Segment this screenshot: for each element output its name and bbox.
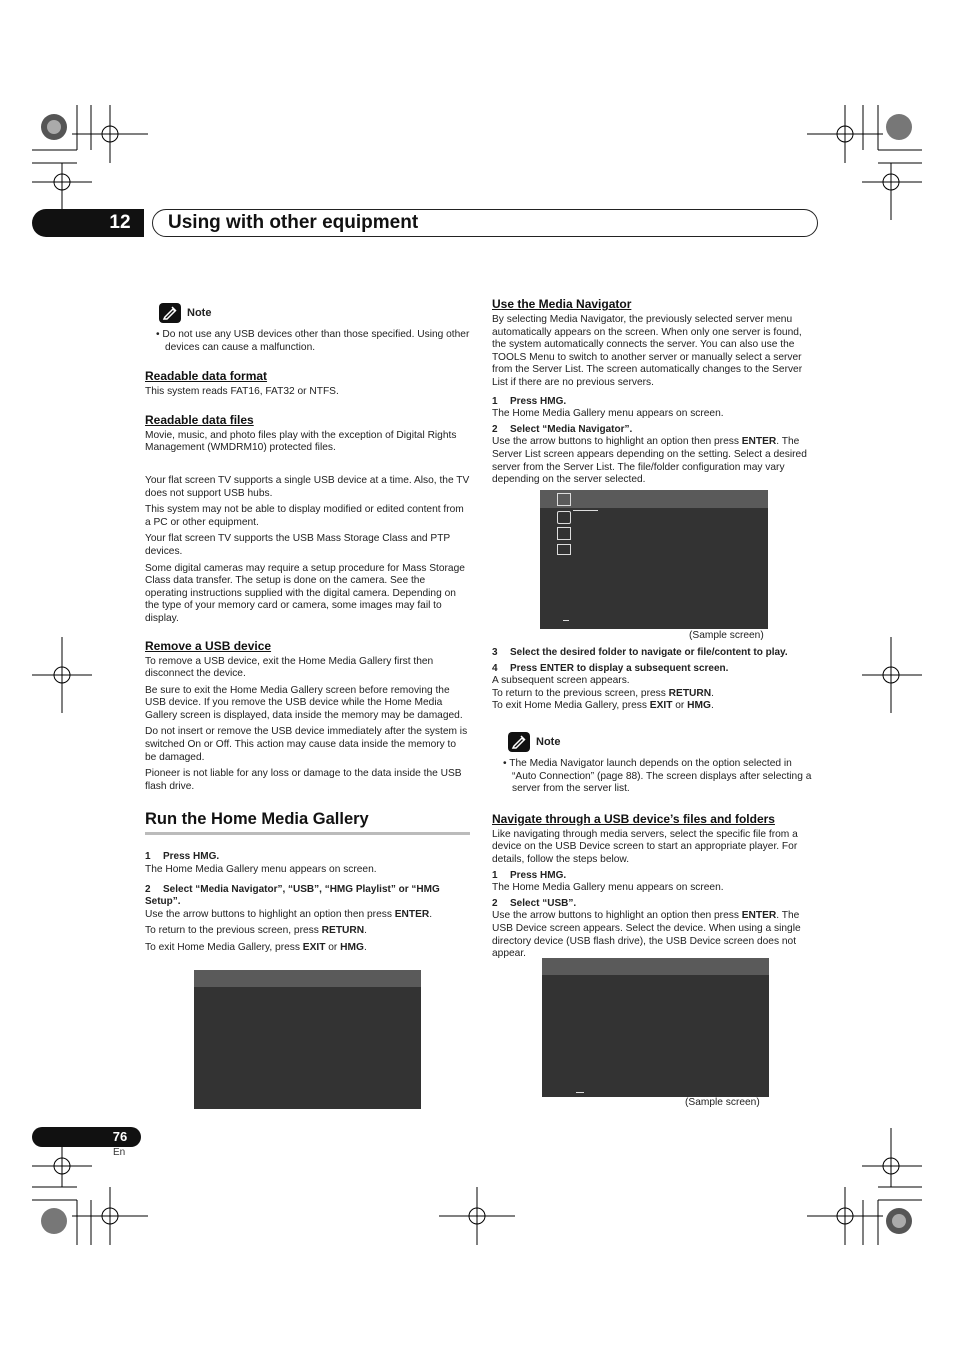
- nav-return-text: To return to the previous screen, press RETURN.: [492, 687, 714, 699]
- server-list-screen: [540, 490, 768, 629]
- nav-step-4: 4 Press ENTER to display a subsequent screen.: [492, 662, 729, 674]
- run-step-2: 2 Select “Media Navigator”, “USB”, “HMG Playlist” or “HMG Setup”.: [145, 883, 440, 908]
- usb-para-2: This system may not be able to display modified or edited content from a PC or other equipment.: [145, 504, 464, 528]
- readable-format-text: This system reads FAT16, FAT32 or NTFS.: [145, 386, 339, 398]
- folder-icon: [557, 544, 571, 555]
- nav-step-1: 1 Press HMG.: [492, 395, 567, 407]
- note-bullet-2: • The Media Navigator launch depends on the option selected in “Auto Connection” (page 88). The screen displays after selecting a server from the server list.: [503, 757, 812, 795]
- nav-step-4-text: A subsequent screen appears.: [492, 675, 630, 687]
- run-exit-text: To exit Home Media Gallery, press EXIT or HMG.: [145, 942, 367, 953]
- photo-icon: [557, 527, 571, 540]
- note-bullet: • Do not use any USB devices other than those specified. Using other devices can cause a malfunction.: [156, 329, 470, 353]
- nav-step-1-text: The Home Media Gallery menu appears on screen.: [492, 408, 724, 420]
- language-code: En: [113, 1147, 126, 1158]
- music-icon: [557, 511, 571, 524]
- note-pencil-icon: [159, 303, 181, 323]
- chapter-title: Using with other equipment: [168, 212, 419, 233]
- screen-title-bar: [540, 490, 768, 508]
- usb-para-1: Your flat screen TV supports a single USB device at a time. Also, the TV does not support USB hubs.: [145, 474, 470, 499]
- note-header: [159, 303, 470, 323]
- cursor-mark: [563, 620, 569, 621]
- nav-step-2-text: Use the arrow buttons to highlight an option then press ENTER. The Server List screen appears depending on the setting. Select a desired server from the Server List. The file/folder configuration may vary depending on the server selected.: [492, 436, 807, 486]
- usb-step-1-text: The Home Media Gallery menu appears on screen.: [492, 882, 724, 894]
- nav-step-2: 2 Select “Media Navigator”.: [492, 423, 633, 435]
- highlight-underline: [573, 510, 598, 511]
- usb-para-3: Your flat screen TV supports the USB Mass Storage Class and PTP devices.: [145, 533, 451, 557]
- usb-navigate-text: Like navigating through media servers, select the specific file from a device on the USB Device screen to start an appropriate player. For details, follow the steps below.: [492, 828, 798, 865]
- remove-para-4: Pioneer is not liable for any loss or damage to the data inside the USB flash drive.: [145, 768, 462, 792]
- usb-device-screen: [542, 958, 769, 1097]
- cursor-mark: [576, 1092, 584, 1093]
- media-navigator-text: By selecting Media Navigator, the previously selected server menu automatically appears on the screen. When only one server is found, the system automatically connects the server. You can also use the TOOLS Menu to switch to another server or manually select a server from the Server List. The screen automatically changes to the Server List if there are no previous servers.: [492, 314, 803, 388]
- right-column: [492, 297, 817, 487]
- note-label: Note: [187, 307, 212, 319]
- remove-para-2: Be sure to exit the Home Media Gallery screen before removing the USB device. If you remove the USB device while the Home Media Gallery screen is displayed, data inside the memory may be damaged.: [145, 684, 463, 721]
- run-hmg-title: Run the Home Media Gallery: [145, 810, 369, 829]
- note-label-2: Note: [536, 735, 561, 748]
- media-navigator-title: Use the Media Navigator: [492, 297, 632, 311]
- remove-para-3: Do not insert or remove the USB device immediately after the system is switched On or Off. This action may cause data inside the memory to be damaged.: [145, 726, 468, 763]
- usb-step-2-text: Use the arrow buttons to highlight an option then press ENTER. The USB Device screen appears. Select the device. When using a single directory device (USB flash drive), the USB Device screen does not appear.: [492, 910, 801, 960]
- usb-para-4: Some digital cameras may require a setup procedure for Mass Storage Class data transfer. The setup is done on the camera. See the operating instructions supplied with the digital camera. Depending on the type of your memory card or camera, some images may fail to display.: [145, 562, 465, 624]
- server-icon: [557, 493, 571, 506]
- hmg-menu-screen: [194, 970, 421, 1109]
- run-hmg-rule: [145, 832, 470, 835]
- usb-step-2: 2 Select “USB”.: [492, 897, 577, 909]
- remove-usb-title: Remove a USB device: [145, 638, 272, 653]
- screen-title-bar: [194, 970, 421, 987]
- run-return-text: To return to the previous screen, press RETURN.: [145, 925, 367, 937]
- readable-files-title: Readable data files: [145, 412, 254, 427]
- sample-screen-caption-2: (Sample screen): [685, 1097, 760, 1108]
- remove-para-1: To remove a USB device, exit the Home Media Gallery first then disconnect the device.: [145, 655, 434, 680]
- note-pencil-icon: [508, 732, 530, 752]
- nav-exit-text: To exit Home Media Gallery, press EXIT or HMG.: [492, 700, 714, 712]
- right-column-lower: [492, 647, 817, 961]
- run-step-1: 1 Press HMG.: [145, 851, 220, 863]
- nav-step-3: 3 Select the desired folder to navigate or file/content to play.: [492, 647, 788, 658]
- readable-files-text: Movie, music, and photo files play with the exception of Digital Rights Management (WMDRM10) protected files.: [145, 429, 457, 454]
- page-number: 76: [112, 1129, 128, 1144]
- left-column: [145, 303, 470, 955]
- run-step-1-text: The Home Media Gallery menu appears on screen.: [145, 864, 377, 876]
- sample-screen-caption-1: (Sample screen): [689, 630, 764, 641]
- readable-format-title: Readable data format: [145, 369, 268, 384]
- usb-navigate-title: Navigate through a USB device’s files and folders: [492, 811, 775, 826]
- run-step-2-text: Use the arrow buttons to highlight an option then press ENTER.: [145, 908, 433, 920]
- chapter-number: 12: [109, 212, 131, 233]
- screen-title-bar: [542, 958, 769, 975]
- usb-step-1: 1 Press HMG.: [492, 869, 567, 881]
- note-header-2: [508, 732, 817, 752]
